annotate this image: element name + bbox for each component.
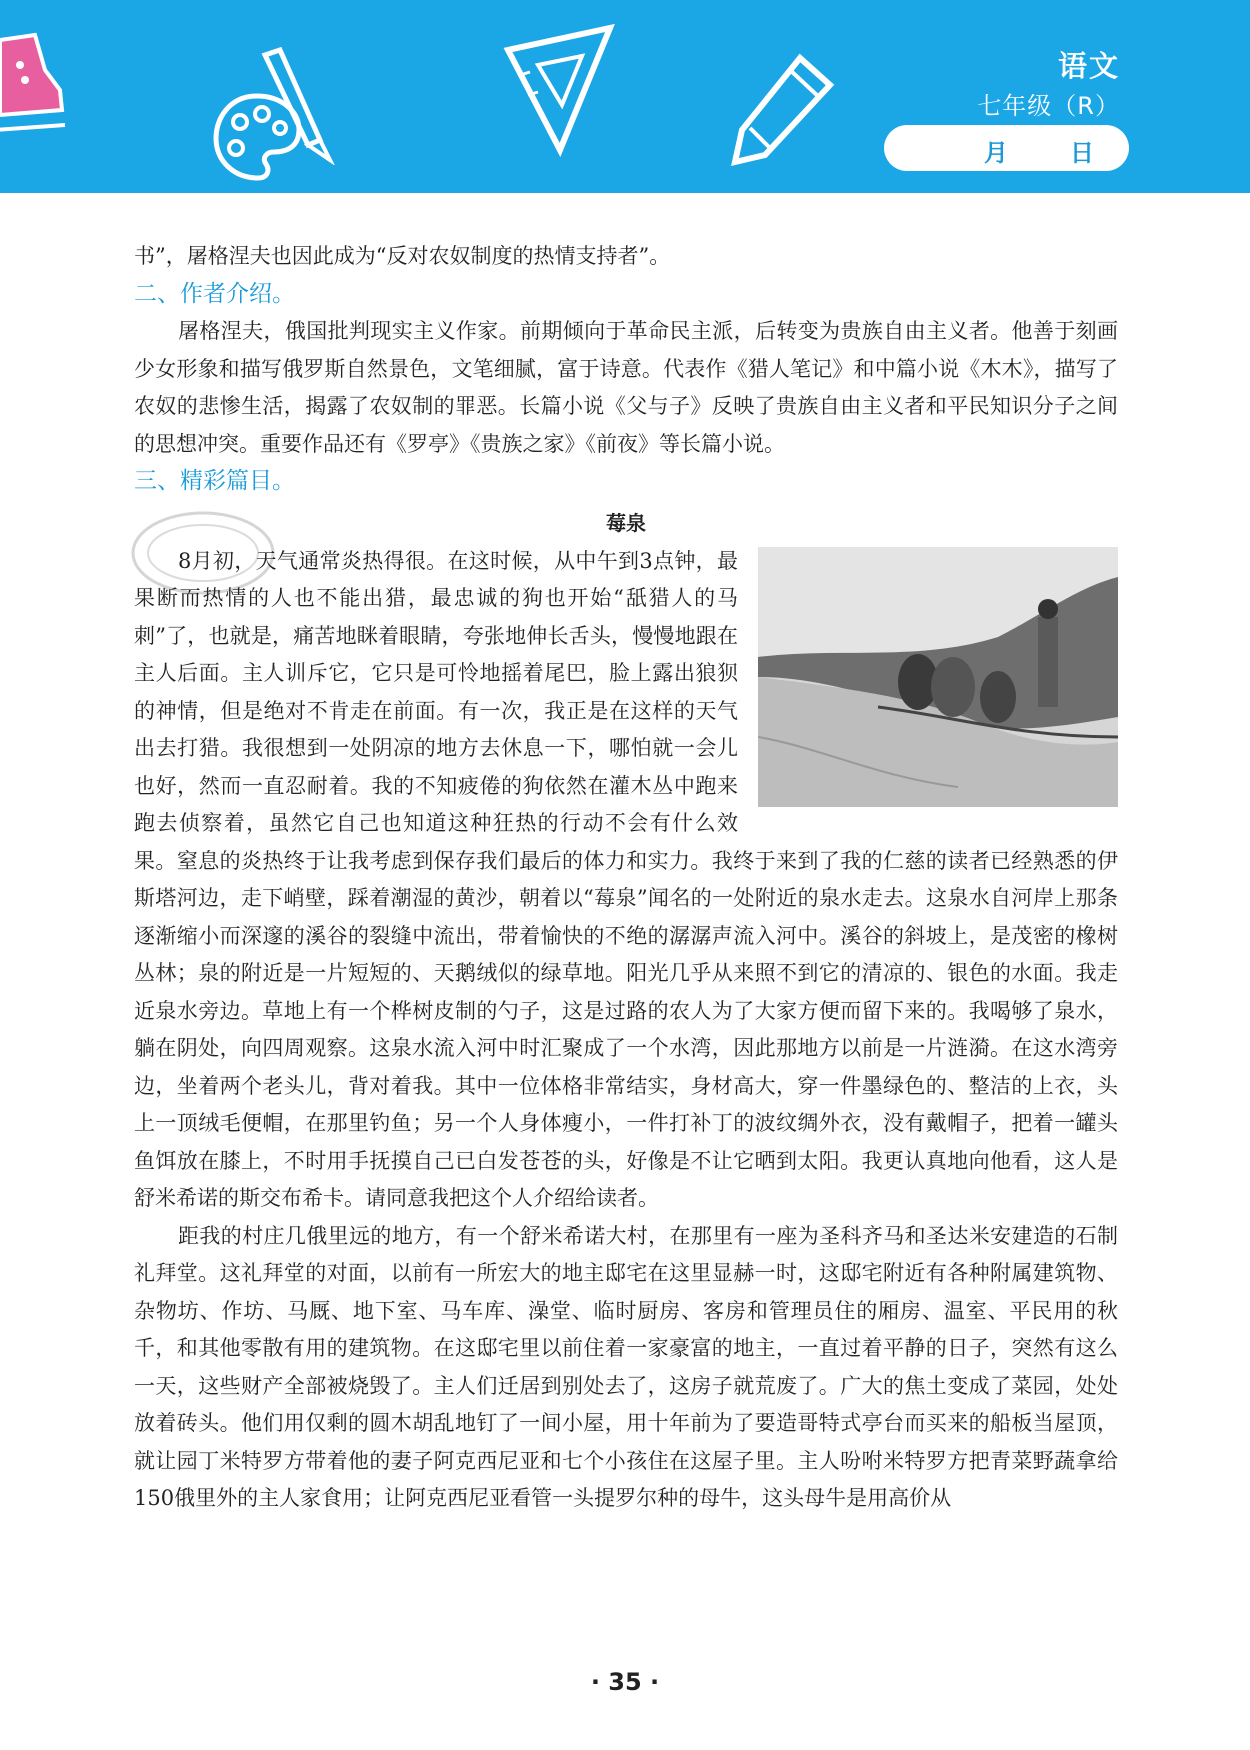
month-label: 月 (984, 139, 1008, 167)
illustration-fishermen (758, 547, 1118, 807)
paintbrush-icon (250, 45, 340, 165)
skate-icon (0, 30, 70, 150)
day-label: 日 (1070, 139, 1094, 167)
date-field (884, 125, 1129, 171)
subject-title: 语文 (1057, 49, 1120, 83)
intro-tail: 书”，屠格涅夫也因此成为“反对农奴制度的热情支持者”。 (134, 244, 671, 268)
grade-label: 七年级（R） (977, 92, 1120, 120)
story-paragraph-1: 8月初，天气通常炎热得很。在这时候，从中午到3点钟，最果断而热情的人也不能出猎，最忠诚的狗也开始“舐猎人的马刺”了，也就是，痛苦地眯着眼睛，夸张地伸长舌头，慢慢地跟在主人后面。主人训斥它，它只是可怜地摇着尾巴，脸上露出狼狈的神情，但是绝对不肯走在前面。有一次，我正是在这样的天气出去打猎。我很想到一处阴凉的地方去休息一下，哪怕就一会儿也好，然而一直忍耐着。我的不知疲倦的狗依然在灌木丛中跑来跑去侦察着，虽然它自己也知道这种狂热的行动不会有什么效果。窒息的炎热终于让我考虑到保存我们最后的体力和实力。我终于来到了我的仁慈的读者已经熟悉的伊斯塔河边，走下峭壁，踩着潮湿的黄沙，朝着以“莓泉”闻名的一处附近的泉水走去。这泉水自河岸上那条逐渐缩小而深邃的溪谷的裂缝中流出，带着愉快的不绝的潺潺声流入河中。溪谷的斜坡上，是茂密的橡树丛林；泉的附近是一片短短的、天鹅绒似的绿草地。阳光几乎从来照不到它的清凉的、银色的水面。我走近泉水旁边。草地上有一个桦树皮制的勺子，这是过路的农人为了大家方便而留下来的。我喝够了泉水，躺在阴处，向四周观察。这泉水流入河中时汇聚成了一个水湾，因此那地方以前是一片涟漪。在这水湾旁边，坐着两个老头儿，背对着我。其中一位体格非常结实，身材高大，穿一件墨绿色的、整洁的上衣，头上一顶绒毛便帽，在那里钓鱼；另一个人身体瘦小，一件打补丁的波纹绸外衣，没有戴帽子，把着一罐头鱼饵放在膝上，不时用手抚摸自己已白发苍苍的头，好像是不让它晒到太阳。我更认真地向他看，这人是舒米希诺的斯交布希卡。请同意我把这个人介绍给读者。 (134, 548, 1118, 1210)
pencil-icon (730, 50, 840, 170)
author-paragraph: 屠格涅夫，俄国批判现实主义作家。前期倾向于革命民主派，后转变为贵族自由主义者。他善于刻画少女形象和描写俄罗斯自然景色，文笔细腻，富于诗意。代表作《猎人笔记》和中篇小说《木木》，描写了农奴的悲惨生活，揭露了农奴制的罪恶。长篇小说《父与子》反映了贵族自由主义者和平民知识分子之间的思想冲突。重要作品还有《罗亭》《贵族之家》《前夜》等长篇小说。 (134, 319, 1118, 456)
section-heading-author: 二、作者介绍。 (134, 280, 295, 307)
story-paragraph-2: 距我的村庄几俄里远的地方，有一个舒米希诺大村，在那里有一座为圣科齐马和圣达米安建造的石制礼拜堂。这礼拜堂的对面，以前有一所宏大的地主邸宅在这里显赫一时，这邸宅附近有各种附属建筑物、杂物坊、作坊、马厩、地下室、马车库、澡堂、临时厨房、客房和管理员住的厢房、温室、平民用的秋千，和其他零散有用的建筑物。在这邸宅里以前住着一家豪富的地主，一直过着平静的日子，突然有这么一天，这些财产全部被烧毁了。主人们迁居到别处去了，这房子就荒废了。广大的焦土变成了菜园，处处放着砖头。他们用仅剩的圆木胡乱地钉了一间小屋，用十年前为了要造哥特式亭台而买来的船板当屋顶，就让园丁米特罗方带着他的妻子阿克西尼亚和七个小孩住在这屋子里。主人吩咐米特罗方把青菜野蔬拿给150俄里外的主人家食用；让阿克西尼亚看管一头提罗尔种的母牛，这头母牛是用高价从 (134, 1223, 1118, 1510)
header-banner (0, 0, 1250, 193)
triangle-ruler-icon (500, 20, 620, 160)
story-title: 莓泉 (606, 510, 646, 535)
page-number: · 35 · (590, 1668, 660, 1696)
page-content (134, 238, 1118, 1518)
section-heading-excerpt: 三、精彩篇目。 (134, 468, 295, 494)
